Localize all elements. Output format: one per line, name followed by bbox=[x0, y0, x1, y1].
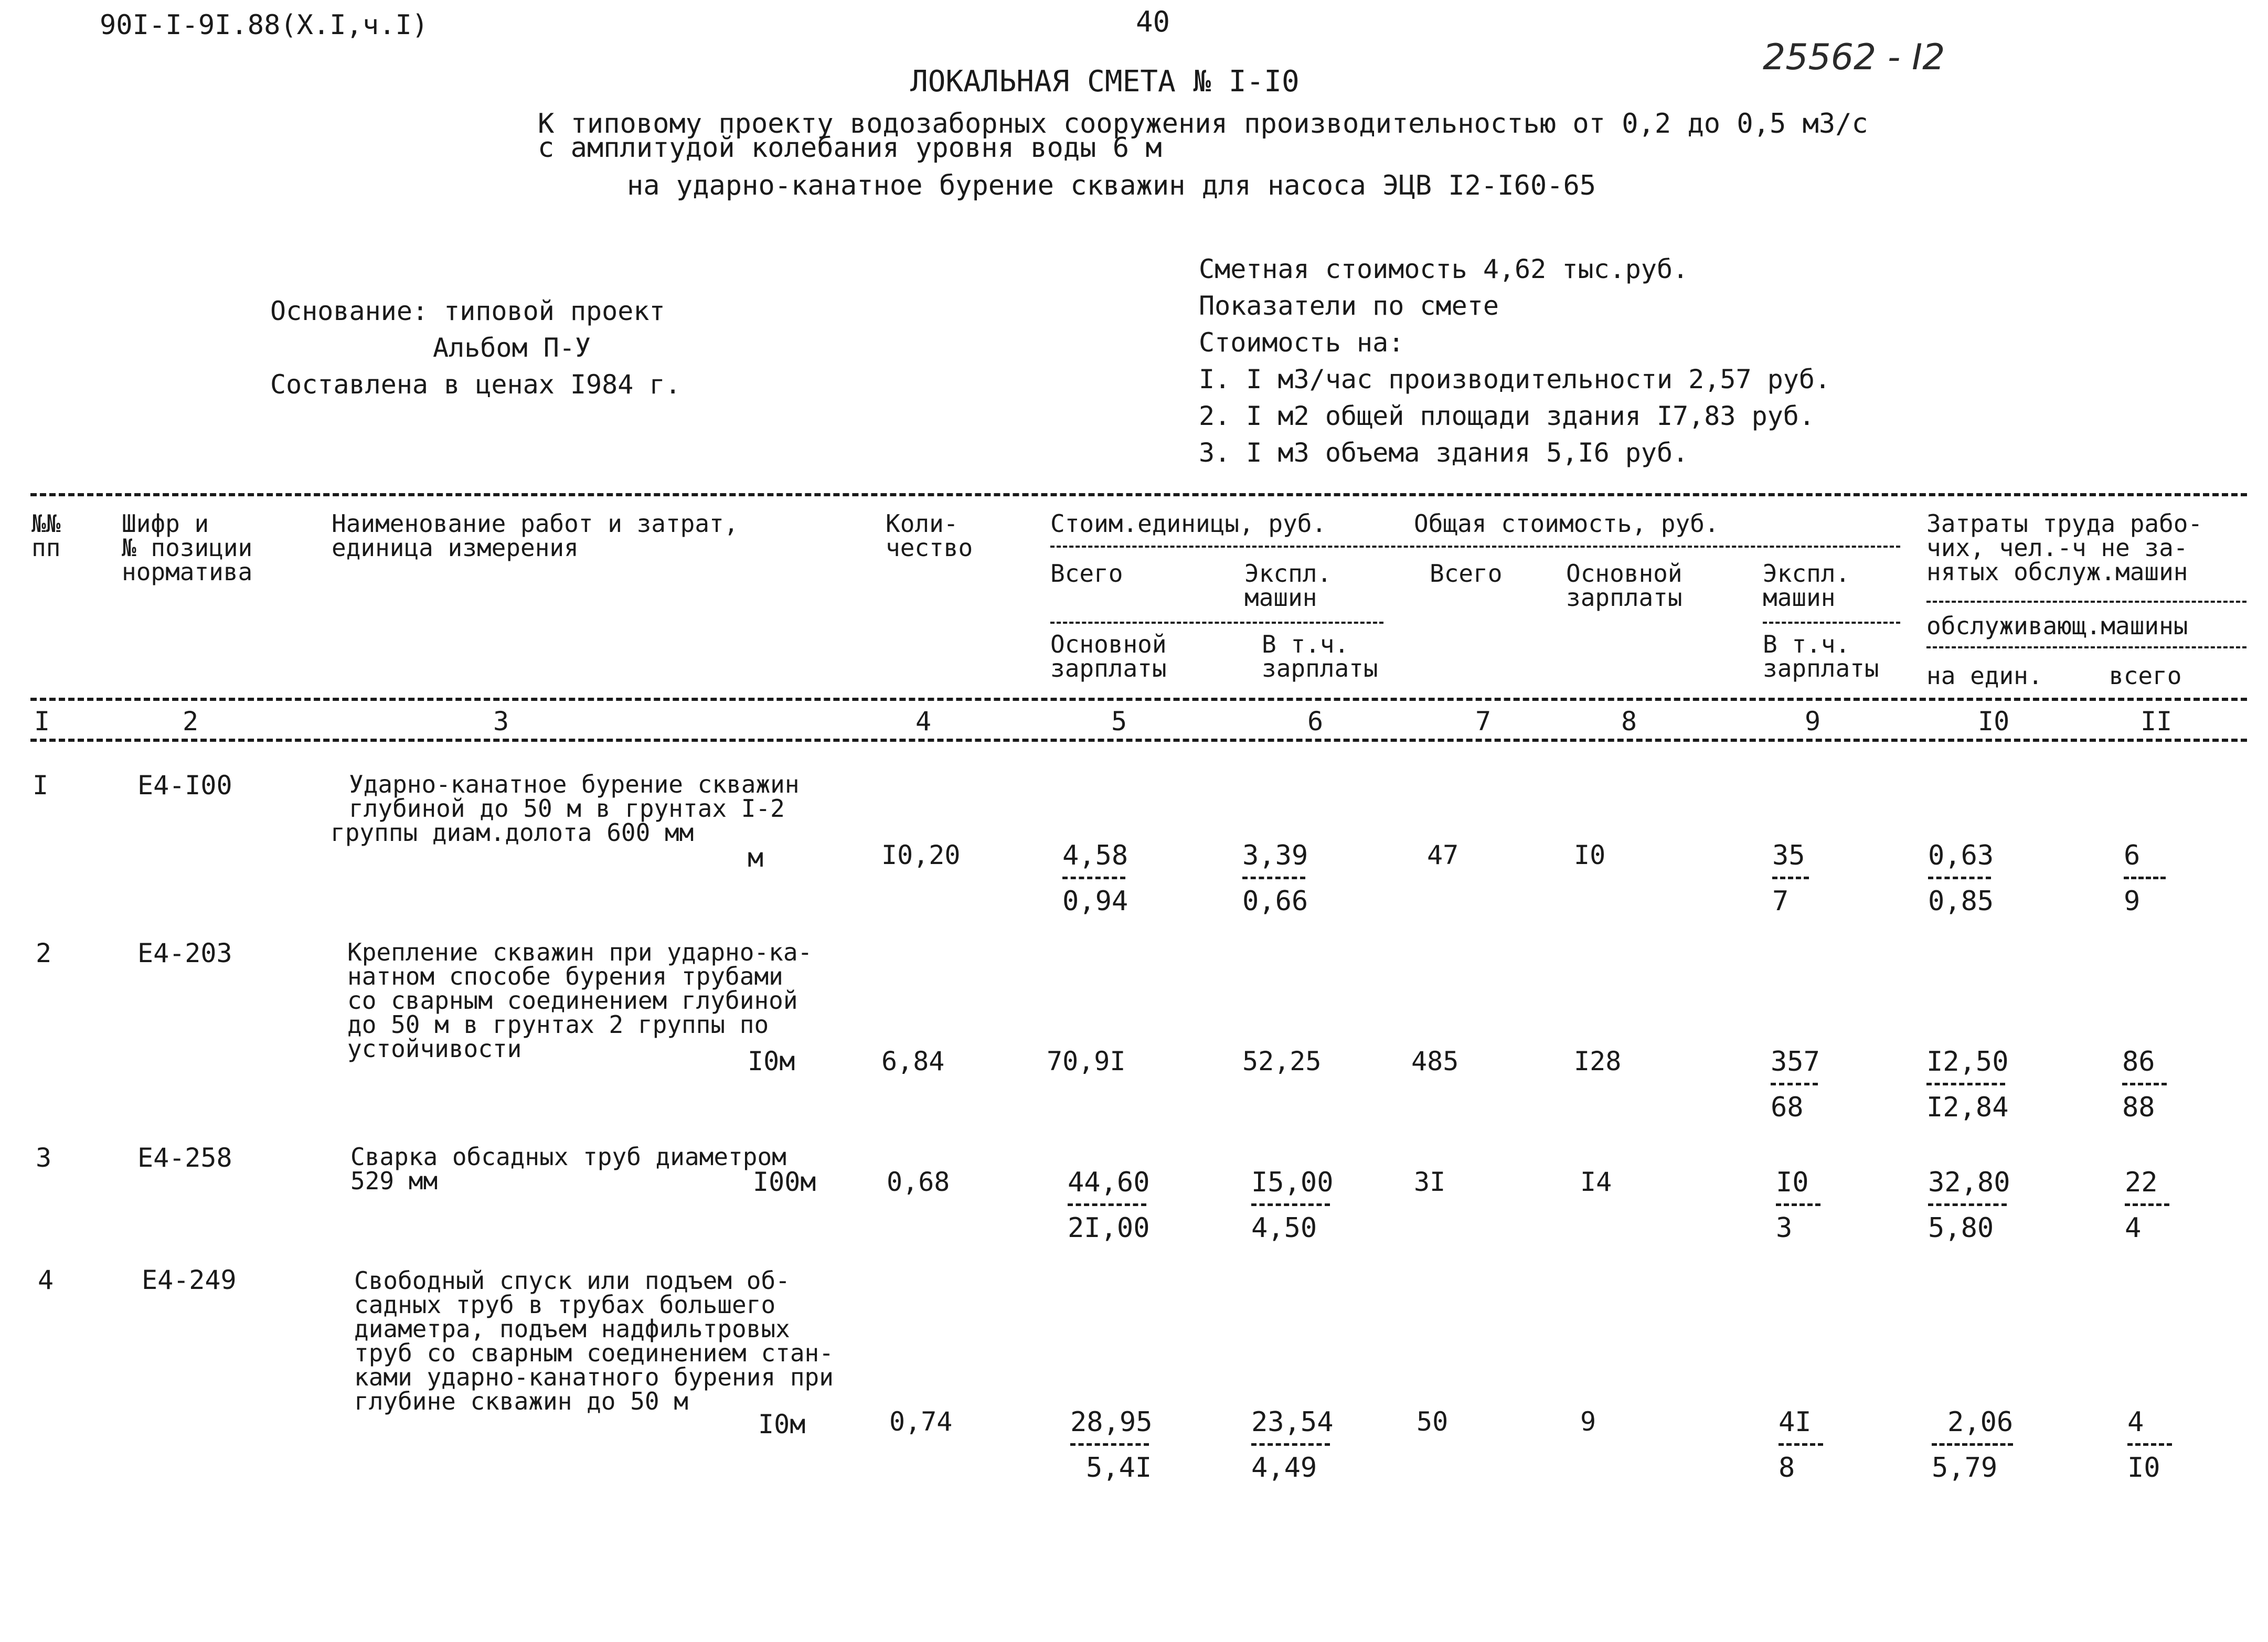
column-number: 2 bbox=[183, 706, 199, 737]
header-labor-per-unit: на един. bbox=[1926, 662, 2043, 690]
column-number: 6 bbox=[1307, 706, 1324, 737]
labor-total-fraction: 86 88 bbox=[2122, 1048, 2167, 1121]
subtitle-line-2: с амплитудой колебания уровня воды 6 м bbox=[538, 132, 1162, 164]
total-machine-cost-fraction: 357 68 bbox=[1771, 1046, 1820, 1123]
quantity: 6,84 bbox=[881, 1046, 945, 1076]
column-number: 3 bbox=[493, 706, 509, 737]
unit-of-measure: м bbox=[748, 843, 764, 873]
norm-code: Е4-203 bbox=[137, 938, 232, 968]
header-unit-machines: Экспл. машин bbox=[1244, 559, 1332, 612]
labor-per-unit-fraction: 32,80 5,80 bbox=[1928, 1167, 2010, 1244]
labor-per-unit-fraction: 0,63 0,85 bbox=[1928, 840, 1994, 917]
row-number: 4 bbox=[38, 1265, 54, 1295]
total-cost: 47 bbox=[1427, 840, 1459, 870]
norm-code: Е4-258 bbox=[137, 1143, 232, 1173]
unit-cost: 70,9I bbox=[1047, 1046, 1126, 1076]
unit-cost-fraction: 28,95 5,4I bbox=[1070, 1406, 1153, 1484]
handwritten-archive-number: 25562 - I2 bbox=[1763, 37, 1945, 78]
unit-machine-cost-fraction: 23,54 4,49 bbox=[1251, 1406, 1334, 1484]
prices-year-line: Составлена в ценах I984 г. bbox=[270, 369, 681, 400]
column-numbers-bottom-rule bbox=[30, 739, 2247, 742]
total-machine-cost-fraction: 35 7 bbox=[1772, 842, 1809, 915]
unit-machine-cost: 52,25 bbox=[1242, 1046, 1322, 1076]
header-total-all: Всего bbox=[1430, 559, 1503, 588]
norm-code: Е4-249 bbox=[142, 1265, 237, 1295]
column-number: I0 bbox=[1978, 706, 2010, 737]
row-number: I bbox=[33, 770, 49, 801]
labor-total-fraction: 22 4 bbox=[2125, 1169, 2169, 1242]
basis-line: Основание: типовой проект bbox=[270, 296, 665, 326]
album-line: Альбом П-У bbox=[433, 333, 591, 363]
row-number: 3 bbox=[36, 1143, 52, 1173]
total-machine-cost-fraction: I0 3 bbox=[1776, 1169, 1820, 1242]
work-description: Крепление скважин при ударно-ка- натном способе бурения трубами со сварным соединением глубиной до 50 м в грунтах 2 группы по устойчивости bbox=[347, 938, 813, 1063]
header-unit-sub-rule bbox=[1050, 622, 1383, 624]
unit-of-measure: I0м bbox=[748, 1046, 795, 1076]
column-number: 5 bbox=[1111, 706, 1127, 737]
total-basic-wages: I4 bbox=[1580, 1167, 1612, 1197]
header-unit-cost: Стоим.единицы, руб. bbox=[1050, 509, 1327, 538]
labor-total-fraction: 6 9 bbox=[2124, 842, 2166, 915]
column-numbers-top-rule bbox=[30, 698, 2247, 701]
column-number: I bbox=[34, 706, 50, 737]
unit-cost-fraction: 44,60 2I,00 bbox=[1068, 1167, 1150, 1244]
document-code: 90I-I-9I.88(X.I,ч.I) bbox=[100, 9, 429, 41]
quantity: I0,20 bbox=[881, 840, 961, 870]
norm-code: Е4-I00 bbox=[137, 770, 232, 801]
quantity: 0,74 bbox=[889, 1406, 953, 1437]
header-name: Наименование работ и затрат, единица измерения bbox=[332, 509, 739, 562]
table-top-rule bbox=[30, 493, 2247, 496]
total-basic-wages: 9 bbox=[1580, 1406, 1596, 1437]
header-quantity: Коли- чество bbox=[886, 509, 973, 562]
total-basic-wages: I28 bbox=[1574, 1046, 1622, 1076]
column-number: 9 bbox=[1805, 706, 1821, 737]
column-number: 4 bbox=[915, 706, 932, 737]
cost-per-heading: Стоимость на: bbox=[1199, 327, 1404, 358]
unit-of-measure: I00м bbox=[753, 1167, 816, 1197]
column-number: 7 bbox=[1475, 706, 1492, 737]
header-labor-rule bbox=[1926, 601, 2246, 603]
row-number: 2 bbox=[36, 938, 52, 968]
page-number: 40 bbox=[1136, 5, 1170, 38]
header-unit-incl-wages: В т.ч. зарплаты bbox=[1262, 630, 1378, 683]
work-description: Сварка обсадных труб диаметром 529 мм bbox=[350, 1143, 786, 1195]
cost-per-capacity: I. I м3/час производительности 2,57 руб. bbox=[1199, 364, 1831, 394]
quantity: 0,68 bbox=[887, 1167, 950, 1197]
header-code: Шифр и № позиции норматива bbox=[122, 509, 253, 586]
header-total-basic-wages: Основной зарплаты bbox=[1566, 559, 1683, 612]
total-machine-cost-fraction: 4I 8 bbox=[1779, 1409, 1823, 1481]
header-labor-serv: обслуживающ.машины bbox=[1926, 612, 2188, 640]
indicators-heading: Показатели по смете bbox=[1199, 291, 1499, 321]
header-num: №№ пп bbox=[31, 509, 61, 562]
labor-total-fraction: 4 I0 bbox=[2127, 1409, 2172, 1481]
column-number: II bbox=[2141, 706, 2173, 737]
header-unit-basic-wages: Основной зарплаты bbox=[1050, 630, 1167, 683]
estimated-cost: Сметная стоимость 4,62 тыс.руб. bbox=[1199, 254, 1689, 284]
unit-of-measure: I0м bbox=[758, 1409, 806, 1440]
total-cost: 3I bbox=[1414, 1167, 1446, 1197]
header-total-sub-rule bbox=[1763, 622, 1900, 624]
header-total-machines: Экспл. машин bbox=[1763, 559, 1850, 612]
header-total-incl-wages: В т.ч. зарплаты bbox=[1763, 630, 1879, 683]
work-description: Ударно-канатное бурение скважин глубиной до 50 м в грунтах I-2 группы диам.долота 600 мм bbox=[331, 770, 800, 847]
work-description: Свободный спуск или подъем об- садных труб в трубах большего диаметра, подъем надфильтровых труб со сварным соединением стан- ками ударно-канатного бурения при глубине скважин до 50 м bbox=[354, 1266, 834, 1415]
unit-machine-cost-fraction: I5,00 4,50 bbox=[1251, 1167, 1334, 1244]
unit-machine-cost-fraction: 3,39 0,66 bbox=[1242, 840, 1308, 917]
page-title: ЛОКАЛЬНАЯ СМЕТА № I-I0 bbox=[910, 65, 1300, 99]
header-labor-total: всего bbox=[2109, 662, 2182, 690]
column-number: 8 bbox=[1621, 706, 1637, 737]
header-unit-cost-rule bbox=[1050, 546, 1900, 548]
cost-per-area: 2. I м2 общей площади здания I7,83 руб. bbox=[1199, 401, 1815, 431]
header-total-cost: Общая стоимость, руб. bbox=[1414, 509, 1719, 538]
labor-per-unit-fraction: 2,06 5,79 bbox=[1932, 1406, 2014, 1484]
header-labor: Затраты труда рабо- чих, чел.-ч не за- нятых обслуж.машин bbox=[1926, 509, 2203, 586]
total-cost: 485 bbox=[1411, 1046, 1459, 1076]
cost-per-volume: 3. I м3 объема здания 5,I6 руб. bbox=[1199, 438, 1689, 468]
total-basic-wages: I0 bbox=[1574, 840, 1606, 870]
subtitle-line-1: К типовому проекту водозаборных сооружения производительностью от 0,2 до 0,5 м3/с bbox=[538, 108, 1868, 140]
header-unit-total: Всего bbox=[1050, 559, 1123, 588]
subtitle-line-3: на ударно-канатное бурение скважин для насоса ЭЦВ I2-I60-65 bbox=[627, 170, 1596, 201]
unit-cost-fraction: 4,58 0,94 bbox=[1062, 840, 1128, 917]
total-cost: 50 bbox=[1417, 1406, 1449, 1437]
labor-per-unit-fraction: I2,50 I2,84 bbox=[1926, 1046, 2009, 1123]
header-labor-serv-rule bbox=[1926, 646, 2246, 648]
